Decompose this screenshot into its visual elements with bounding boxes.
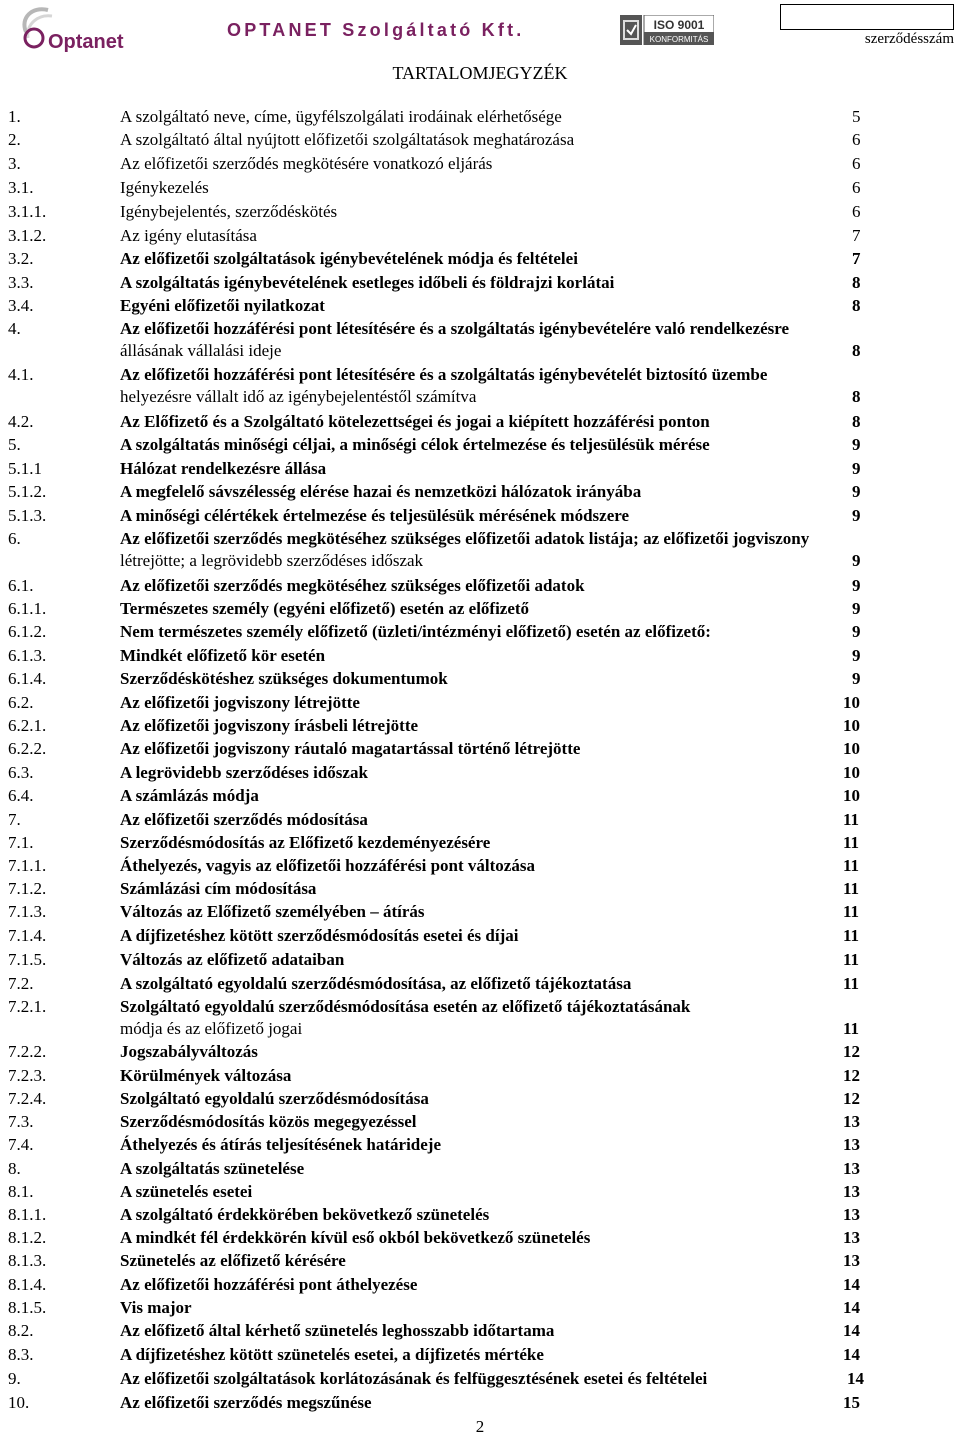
toc-entry-title: Áthelyezés, vagyis az előfizetői hozzáférési pont változása [120,856,535,875]
toc-entry-title: A szolgáltatás minőségi céljai, a minőségi célok értelmezése és teljesülésük mérése [120,435,710,454]
toc-entry-number: 2. [8,130,21,149]
toc-entry-page: 13 [843,1112,860,1131]
toc-entry-page: 8 [852,387,861,406]
toc-entry-page: 13 [843,1159,860,1178]
toc-entry-title: Változás az Előfizető személyében – átírás [120,902,425,921]
toc-entry-number: 5.1.3. [8,506,47,525]
toc-entry-number: 7.2.4. [8,1089,47,1108]
toc-entry-title: Az előfizetői szerződés megkötésére vonatkozó eljárás [120,154,493,173]
toc-entry-title: Szolgáltató egyoldalú szerződésmódosítása [120,1089,429,1108]
toc-entry-page: 12 [843,1066,860,1085]
toc-entry-page: 8 [852,412,861,431]
toc-entry-number: 3.4. [8,296,34,315]
toc-entry-number: 1. [8,107,21,126]
toc-entry-number: 7.2.1. [8,997,47,1016]
toc-entry-page: 8 [852,273,861,292]
toc-entry-page: 9 [852,646,861,665]
toc-entry-number: 8.1. [8,1182,34,1201]
toc-entry-title-continued: helyezésre vállalt idő az igénybejelentéstől számítva [120,387,477,406]
toc-entry-title: Hálózat rendelkezésre állása [120,459,327,478]
toc-entry-number: 8.1.2. [8,1228,47,1247]
toc-entry-title: A díjfizetéshez kötött szünetelés esetei, a díjfizetés mértéke [120,1345,544,1364]
toc-entry-number: 7.1.5. [8,950,47,969]
page-number: 2 [475,1417,485,1436]
toc-entry-title: Igénykezelés [120,178,209,197]
toc-entry-page: 13 [843,1135,860,1154]
toc-entry-number: 7.1. [8,833,34,852]
toc-entry-page: 10 [843,763,860,782]
toc-entry-title: Szerződéskötéshez szükséges dokumentumok [120,669,448,688]
toc-entry-page: 14 [843,1275,860,1294]
toc-entry-number: 6.1.2. [8,622,47,641]
toc-entry-number: 6.1.4. [8,669,47,688]
toc-entry-title: Az előfizetői szolgáltatások korlátozásának és felfüggesztésének esetei és feltételei [120,1369,708,1388]
page-header [0,0,960,60]
toc-entry-page: 9 [852,551,861,570]
toc-entry-page: 13 [843,1251,860,1270]
toc-entry-number: 5. [8,435,21,454]
toc-entry-number: 6. [8,529,21,548]
toc-entry-title-continued: módja és az előfizető jogai [120,1019,303,1038]
toc-entry-number: 3.1.2. [8,226,47,245]
toc-entry-page: 11 [843,950,860,969]
toc-entry-page: 9 [852,599,861,618]
toc-entry-title: A szolgáltató egyoldalú szerződésmódosítása, az előfizető tájékoztatása [120,974,632,993]
toc-entry-number: 9. [8,1369,21,1388]
toc-entry-title: Az előfizetői jogviszony ráutaló magatartással történő létrejötte [120,739,581,758]
svg-text:ISO 9001: ISO 9001 [653,18,705,32]
toc-entry-page: 10 [843,693,860,712]
toc-entry-page: 8 [852,296,861,315]
toc-entry-title: A megfelelő sávszélesség elérése hazai és nemzetközi hálózatok irányába [120,482,642,501]
toc-entry-number: 8.1.4. [8,1275,47,1294]
toc-entry-title: Szünetelés az előfizető kérésére [120,1251,346,1270]
toc-entry-title: Szolgáltató egyoldalú szerződésmódosítása esetén az előfizető tájékoztatásának [120,997,691,1016]
toc-entry-title: Körülmények változása [120,1066,292,1085]
toc-entry-number: 6.3. [8,763,34,782]
toc-entry-page: 9 [852,435,861,454]
toc-entry-title: Az előfizetői szerződés módosítása [120,810,368,829]
toc-entry-page: 11 [843,974,860,993]
toc-entry-number: 3.3. [8,273,34,292]
toc-entry-page: 11 [843,902,860,921]
toc-entry-number: 8.1.3. [8,1251,47,1270]
toc-entry-page: 9 [852,622,861,641]
toc-entry-title: Az előfizetői hozzáférési pont létesítésére és a szolgáltatás igénybevételére való rendelkezésre [120,319,790,338]
toc-entry-title: Szerződésmódosítás az Előfizető kezdeményezésére [120,833,491,852]
toc-entry-number: 7.4. [8,1135,34,1154]
toc-entry-page: 13 [843,1205,860,1224]
toc-entry-title: Áthelyezés és átírás teljesítésének határideje [120,1135,442,1154]
toc-entry-title: Vis major [120,1298,192,1317]
toc-entry-title: A szolgáltató neve, címe, ügyfélszolgálati irodáinak elérhetősége [120,107,562,126]
toc-entry-page: 9 [852,576,861,595]
toc-entry-title: A szolgáltatás igénybevételének esetleges időbeli és földrajzi korlátai [120,273,615,292]
toc-entry-number: 3.1. [8,178,34,197]
toc-entry-page: 11 [843,926,860,945]
toc-entry-title: Az előfizetői jogviszony létrejötte [120,693,360,712]
toc-entry-number: 8. [8,1159,21,1178]
contract-number-label: szerződésszám [864,31,954,47]
toc-entry-title: A szünetelés esetei [120,1182,253,1201]
toc-entry-title-continued: állásának vállalási ideje [120,341,282,360]
toc-entry-number: 10. [8,1393,30,1412]
toc-entry-title: Az előfizető által kérhető szünetelés leghosszabb időtartama [120,1321,555,1340]
toc-entry-title: A díjfizetéshez kötött szerződésmódosítás esetei és díjai [120,926,519,945]
toc-entry-number: 8.2. [8,1321,34,1340]
toc-entry-title: Számlázási cím módosítása [120,879,317,898]
toc-entry-title: A minőségi célértékek értelmezése és teljesülésük mérésének módszere [120,506,630,525]
toc-entry-number: 6.1. [8,576,34,595]
toc-entry-number: 7.2.3. [8,1066,47,1085]
toc-entry-number: 5.1.2. [8,482,47,501]
toc-entry-page: 11 [843,856,860,875]
toc-entry-title: Az előfizetői jogviszony írásbeli létrejötte [120,716,419,735]
toc-entry-title: Jogszabályváltozás [120,1042,258,1061]
toc-entry-number: 8.1.1. [8,1205,47,1224]
toc-entry-number: 6.1.3. [8,646,47,665]
toc-entry-page: 15 [843,1393,860,1412]
toc-entry-page: 9 [852,669,861,688]
toc-entry-page: 14 [843,1345,860,1364]
toc-entry-title: Az előfizetői hozzáférési pont áthelyezése [120,1275,418,1294]
toc-entry-page: 11 [843,810,860,829]
toc-entry-page: 11 [843,879,860,898]
toc-entry-page: 9 [852,482,861,501]
toc-entry-number: 6.2.2. [8,739,47,758]
toc-entry-page: 12 [843,1089,860,1108]
toc-entry-page: 6 [852,178,861,197]
toc-entry-title: A szolgáltatás szünetelése [120,1159,305,1178]
optanet-logo [18,4,126,56]
toc-entry-number: 7.1.2. [8,879,47,898]
svg-text:Optanet: Optanet [48,31,124,53]
toc-entry-page: 8 [852,341,861,360]
toc-entry-title: Az előfizetői szerződés megkötéséhez szükséges előfizetői adatok [120,576,585,595]
toc-entry-page: 14 [843,1298,860,1317]
toc-entry-number: 7.1.1. [8,856,47,875]
toc-entry-title-continued: létrejötte; a legrövidebb szerződéses időszak [120,551,424,570]
toc-entry-page: 13 [843,1228,860,1247]
toc-entry-number: 7. [8,810,21,829]
toc-entry-page: 14 [843,1321,860,1340]
toc-entry-page: 13 [843,1182,860,1201]
company-name: OPTANET Szolgáltató Kft. [227,20,525,40]
toc-entry-page: 10 [843,739,860,758]
toc-entry-page: 5 [852,107,861,126]
toc-entry-number: 3. [8,154,21,173]
toc-entry-title: Természetes személy (egyéni előfizető) esetén az előfizető [120,599,530,618]
toc-title: TARTALOMJEGYZÉK [392,63,568,83]
toc-entry-title: Az előfizetői szerződés megszűnése [120,1393,372,1412]
toc-entry-title: A szolgáltató által nyújtott előfizetői szolgáltatások meghatározása [120,130,575,149]
toc-entry-title: Egyéni előfizetői nyilatkozat [120,296,325,315]
toc-entry-number: 6.2. [8,693,34,712]
toc-entry-title: Az Előfizető és a Szolgáltató kötelezettségei és jogai a kiépített hozzáférési ponton [120,412,710,431]
contract-number-box [780,4,954,30]
toc-entry-page: 7 [852,226,861,245]
toc-entry-page: 6 [852,130,861,149]
toc-entry-number: 3.2. [8,249,34,268]
toc-entry-page: 11 [843,1019,860,1038]
toc-entry-number: 7.2.2. [8,1042,47,1061]
toc-entry-title: Nem természetes személy előfizető (üzleti/intézményi előfizető) esetén az előfizető: [120,622,711,641]
toc-entry-page: 6 [852,202,861,221]
svg-text:KONFORMITÁS: KONFORMITÁS [649,35,709,44]
toc-entry-number: 7.1.3. [8,902,47,921]
toc-entry-title: Változás az előfizető adataiban [120,950,345,969]
toc-entry-title: A szolgáltató érdekkörében bekövetkező szünetelés [120,1205,490,1224]
toc-entry-number: 4. [8,319,21,338]
toc-entry-page: 12 [843,1042,860,1061]
toc-entry-title: A legrövidebb szerződéses időszak [120,763,368,782]
toc-entry-page: 9 [852,459,861,478]
toc-entry-number: 7.2. [8,974,34,993]
iso-9001-badge [620,15,714,45]
toc-entry-number: 5.1.1 [8,459,42,478]
toc-entry-title: Az igény elutasítása [120,226,257,245]
toc-entry-page: 10 [843,786,860,805]
toc-entry-number: 8.3. [8,1345,34,1364]
toc-entry-title: Szerződésmódosítás közös megegyezéssel [120,1112,417,1131]
toc-entry-number: 8.1.5. [8,1298,47,1317]
toc-entry-number: 6.4. [8,786,34,805]
toc-entry-number: 6.2.1. [8,716,47,735]
toc-entry-page: 7 [852,249,861,268]
toc-entry-number: 4.1. [8,365,34,384]
toc-entry-page: 9 [852,506,861,525]
toc-entry-page: 11 [843,833,860,852]
toc-entry-title: Az előfizetői szolgáltatások igénybevételének módja és feltételei [120,249,578,268]
toc-entry-number: 7.3. [8,1112,34,1131]
toc-entry-page: 10 [843,716,860,735]
toc-entry-title: Az előfizetői hozzáférési pont létesítésére és a szolgáltatás igénybevételét biztosító üzembe [120,365,768,384]
toc-entry-title: Az előfizetői szerződés megkötéséhez szükséges előfizetői adatok listája; az előfizetői jogviszony [120,529,810,548]
toc-entry-page: 14 [847,1369,864,1388]
toc-entry-number: 4.2. [8,412,34,431]
toc-entry-title: A mindkét fél érdekkörén kívül eső okból bekövetkező szünetelés [120,1228,591,1247]
toc-entry-number: 7.1.4. [8,926,47,945]
toc-entry-title: Mindkét előfizető kör esetén [120,646,326,665]
toc-entry-title: Igénybejelentés, szerződéskötés [120,202,338,221]
toc-entry-title: A számlázás módja [120,786,259,805]
toc-entry-number: 6.1.1. [8,599,47,618]
toc-entry-number: 3.1.1. [8,202,47,221]
toc-entry-page: 6 [852,154,861,173]
